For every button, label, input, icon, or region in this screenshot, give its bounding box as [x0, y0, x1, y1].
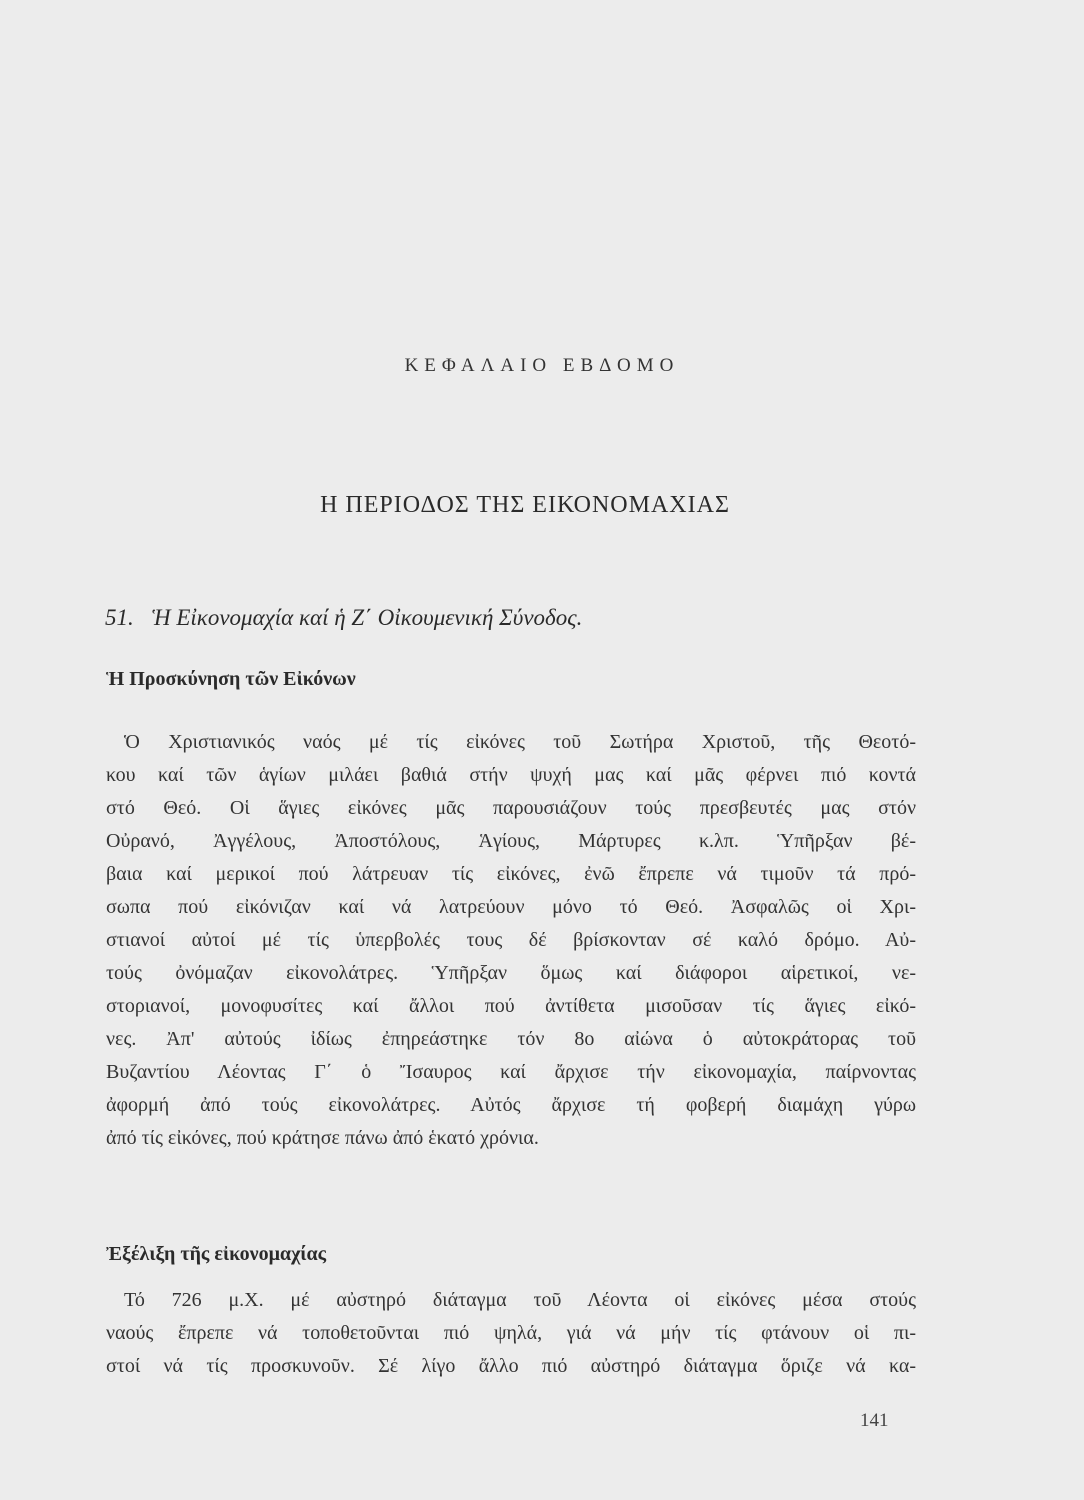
chapter-label: ΚΕΦΑΛΑΙΟ ΕΒΔΟΜΟ [404, 355, 680, 376]
text-line: Βυζαντίου Λέοντας Γ΄ ὁ Ἴσαυρος καί ἄρχισε τήν εἰκονομαχία, παίρνοντας [106, 1061, 916, 1083]
chapter-title: Η ΠΕΡΙΟΔΟΣ ΤΗΣ ΕΙΚΟΝΟΜΑΧΙΑΣ [320, 492, 730, 518]
page-number: 141 [860, 1410, 889, 1431]
text-line: ἀπό τίς εἰκόνες, πού κράτησε πάνω ἀπό ἑκατό χρόνια. [106, 1127, 539, 1149]
subsection-heading-veneration: Ἡ Προσκύνηση τῶν Εἰκόνων [106, 668, 356, 690]
text-line: στοί νά τίς προσκυνοῦν. Σέ λίγο ἄλλο πιό αὐστηρό διάταγμα ὅριζε νά κα- [106, 1355, 916, 1377]
text-line: Τό 726 μ.Χ. μέ αὐστηρό διάταγμα τοῦ Λέοντα οἱ εἰκόνες μέσα στούς [124, 1289, 916, 1311]
text-line: στιανοί αὐτοί μέ τίς ὑπερβολές τους δέ βρίσκονταν σέ καλό δρόμο. Αὐ- [106, 929, 916, 951]
text-line: ναούς ἔπρεπε νά τοποθετοῦνται πιό ψηλά, γιά νά μήν τίς φτάνουν οἱ πι- [106, 1322, 916, 1344]
paragraph-veneration [106, 726, 916, 1155]
text-line: στοριανοί, μονοφυσίτες καί ἄλλοι πού ἀντίθετα μισοῦσαν τίς ἅγιες εἰκό- [106, 995, 916, 1017]
paragraph-evolution [106, 1284, 916, 1383]
section-heading [105, 605, 582, 631]
text-line: κου καί τῶν ἁγίων μιλάει βαθιά στήν ψυχή μας καί μᾶς φέρνει πιό κοντά [106, 764, 916, 786]
text-line: βαια καί μερικοί πού λάτρευαν τίς εἰκόνες, ἐνῶ ἔπρεπε νά τιμοῦν τά πρό- [106, 863, 916, 885]
subsection-heading-evolution: Ἐξέλιξη τῆς εἰκονομαχίας [106, 1243, 327, 1265]
text-line: σωπα πού εἰκόνιζαν καί νά λατρεύουν μόνο τό Θεό. Ἀσφαλῶς οἱ Χρι- [106, 896, 916, 918]
text-line: Ὁ Χριστιανικός ναός μέ τίς εἰκόνες τοῦ Σωτήρα Χριστοῦ, τῆς Θεοτό- [124, 731, 916, 753]
text-line: Οὐρανό, Ἀγγέλους, Ἀποστόλους, Ἁγίους, Μάρτυρες κ.λπ. Ὑπῆρξαν βέ- [106, 830, 916, 852]
text-line: τούς ὀνόμαζαν εἰκονολάτρες. Ὑπῆρξαν ὅμως καί διάφοροι αἱρετικοί, νε- [106, 962, 916, 984]
text-line: νες. Ἀπ' αὐτούς ἰδίως ἐπηρεάστηκε τόν 8ο αἰώνα ὁ αὐτοκράτορας τοῦ [106, 1028, 916, 1050]
text-line: στό Θεό. Οἱ ἅγιες εἰκόνες μᾶς παρουσιάζουν τούς πρεσβευτές μας στόν [106, 797, 916, 819]
section-number: 51. [105, 605, 134, 630]
section-title: Ἡ Εἰκονομαχία καί ἡ Ζ΄ Οἰκουμενική Σύνοδος. [151, 605, 583, 630]
text-line: ἀφορμή ἀπό τούς εἰκονολάτρες. Αὐτός ἄρχισε τή φοβερή διαμάχη γύρω [106, 1094, 916, 1116]
